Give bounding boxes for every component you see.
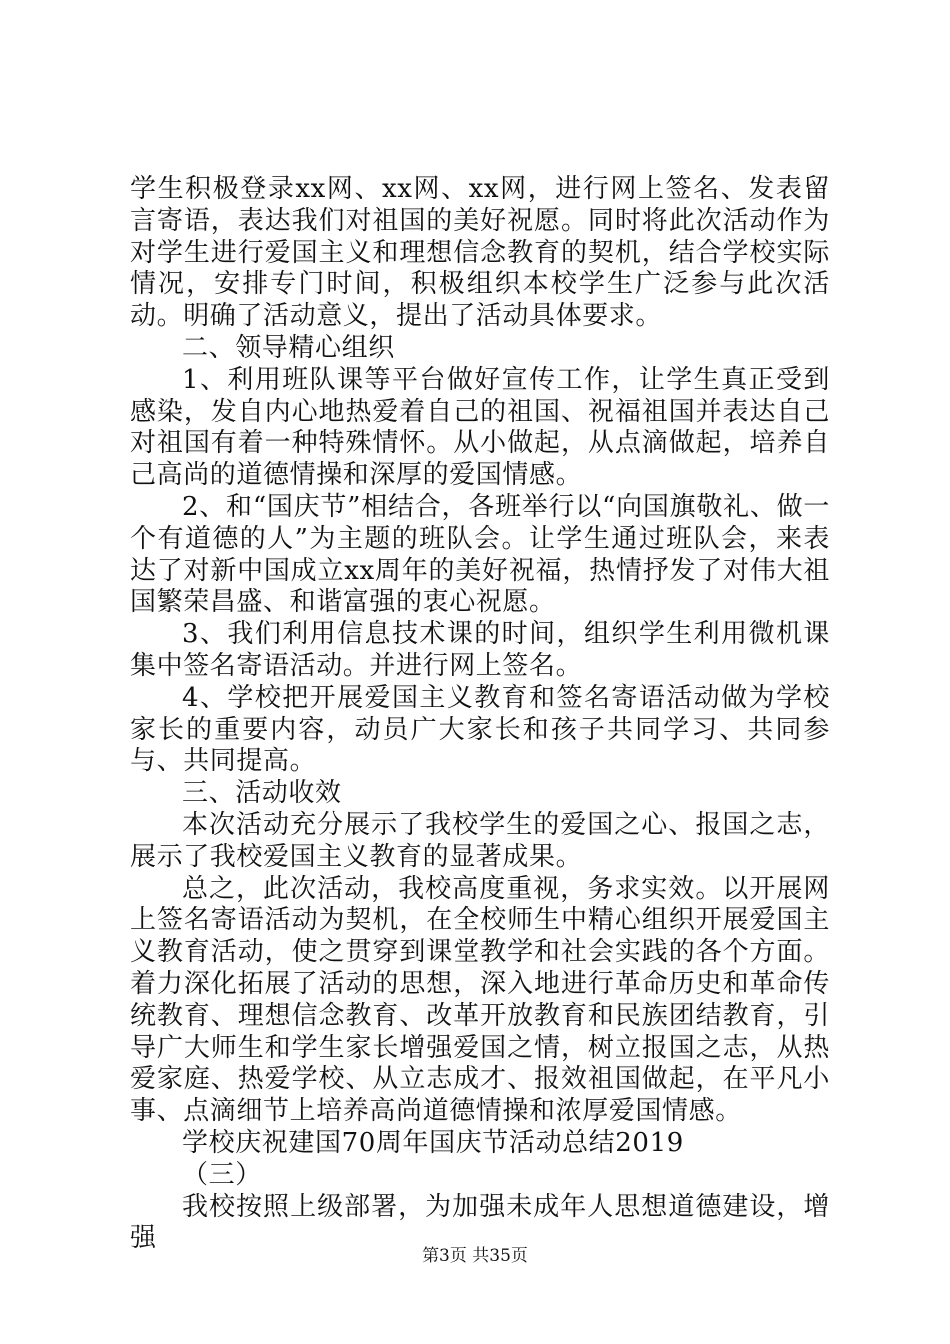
document-title: 学校庆祝建国70周年国庆节活动总结2019 — [182, 1127, 684, 1158]
paragraph: 总之，此次活动，我校高度重视，务求实效。以开展网上签名寄语活动为契机，在全校师生中精心组织开展爱国主义教育活动，使之贯穿到课堂教学和社会实践的各个方面。着力深化拓展了活动的思想，深入地进行革命历史和革命传统教育、理想信念教育、改革开放教育和民族团结教育，引导广大师生和学生家长增强爱国之情，树立报国之志，从热爱家庭、热爱学校、从立志成才、报效祖国做起，在平凡小事、点滴细节上培养高尚道德情操和浓厚爱国情感。 — [130, 873, 830, 1127]
paragraph: 1、利用班队课等平台做好宣传工作，让学生真正受到感染，发自内心地热爱着自己的祖国、祝福祖国并表达自己对祖国有着一种特殊情怀。从小做起，从点滴做起，培养自己高尚的道德情操和深厚的爱国情感。 — [130, 364, 830, 491]
section-heading: 三、活动收效 — [182, 778, 342, 809]
paragraph: 4、学校把开展爱国主义教育和签名寄语活动做为学校家长的重要内容，动员广大家长和孩子共同学习、共同参与、共同提高。 — [130, 682, 830, 777]
paragraph: 学生积极登录xx网、xx网、xx网，进行网上签名、发表留言寄语，表达我们对祖国的美好祝愿。同时将此次活动作为对学生进行爱国主义和理想信念教育的契机，结合学校实际情况，安排专门时间，积极组织本校学生广泛参与此次活动。明确了活动意义，提出了活动具体要求。 — [130, 174, 830, 332]
paragraph: 我校按照上级部署，为加强未成年人思想道德建设，增强 — [130, 1191, 830, 1254]
document-body — [130, 174, 830, 1255]
page-footer: 第3页 共35页 — [422, 1246, 528, 1266]
section-number: （三） — [182, 1159, 262, 1190]
paragraph: 3、我们利用信息技术课的时间，组织学生利用微机课集中签名寄语活动。并进行网上签名。 — [130, 619, 830, 681]
section-heading: 二、领导精心组织 — [182, 332, 395, 363]
paragraph: 本次活动充分展示了我校学生的爱国之心、报国之志，展示了我校爱国主义教育的显著成果。 — [130, 809, 830, 872]
paragraph: 2、和“国庆节”相结合，各班举行以“向国旗敬礼、做一个有道德的人”为主题的班队会。让学生通过班队会，来表达了对新中国成立xx周年的美好祝福，热情抒发了对伟大祖国繁荣昌盛、和谐富强的衷心祝愿。 — [130, 491, 830, 618]
